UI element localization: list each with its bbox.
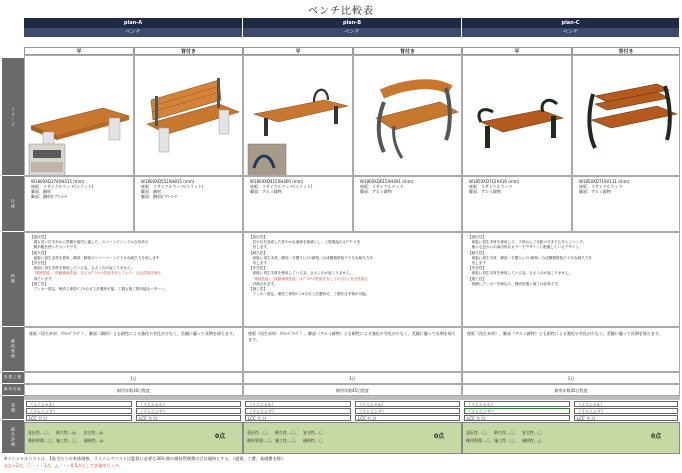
plan-b-header: plan-B [243,18,462,28]
running-a1: （ランニング） [26,408,132,414]
running-a2: （ランニング） [136,408,241,414]
plan-a-header: plan-A [24,18,243,28]
evaluation-a: 意匠性…〇、 耐久性…◎、 安全性…◎ 維持管理…〇、施工性…〇、 価格性…◎ 0点 [24,422,243,454]
initial-a2: （イニシャル） [136,401,241,407]
spec-c-flat: W1850XD712X416 (mm) 座板：リサイクルウッド 脚部：アルミ鋳物 [462,176,572,232]
spec-c-back: W1850XD719X111 (mm) 座板：リサイクルウッド 脚部：アルミ鋳物 [572,176,680,232]
price-divider [24,396,680,400]
maintenance-c: 座板（再生木材）、脚部（アルミ鋳物）とも耐性による強化や劣化が少なく、美観に優って長期を保ちます。 [462,327,680,372]
initial-b1: （イニシャル） [245,401,351,407]
features-a: 【意匠性】 書も見い佇ずれから景観や風村に適した、スマートでシンプルな形状の 腕木腰を使ったベンチです。 【耐久性】 座板に再生木材を使用、鋼部・脚部ポリマーコートで十分な耐久力を有します 【安全性】 座面に再生木材を使用している為、ささくれが起こりません。 「環境性能」「波動減衰性能」などはﾌﾟﾗｽﾁｯｸ性能を有しており、社会的高評価も 得ています。 【施工性】 アンカー固定。埋設工事型ﾊﾞｯﾌﾙも可工法選択可能。工期も施工期可能なパターン。 [24,232,243,327]
evaluation-c-total: 0点 [651,433,662,440]
spec-a-back: W1800XD551XH815 (mm) 座板：リサイクルウッド(スラット) 脚部：鋼材 脚部：鋼材ﾎﾟﾘﾏｰｺｰﾄ [134,176,243,232]
lcc-c1: LCC 合 計 [464,415,570,421]
type-b-flat: 平 [243,47,353,55]
type-b-back: 背付き [353,47,462,55]
lcc-a1: LCC 合 計 [26,415,132,421]
initial-a1: （イニシャル） [26,401,132,407]
spec-b-back: W1800XD615XH491 (mm) 座板：リサイクルウッド 脚部：アルミ鋳物 [353,176,462,232]
spec-a-flat: W1800XD374XH415 (mm) 座板：リサイクルウッド(スラット) 脚部：鋼材 脚部：鋼材ﾎﾟﾘﾏｰｺｰﾄ [24,176,134,232]
comparison-table [2,18,680,454]
type-a-flat: 平 [24,47,134,55]
row-label-construction: 設置工期 [2,372,24,384]
document-title: ベンチ比較表 [308,6,374,17]
row-label-durability: 維持性能 [2,384,24,396]
lcc-b1: LCC 合 計 [245,415,351,421]
row-label-spec: 仕様 [2,176,24,232]
footnote-scoring: ◎点＝2点、〇・・・1点、△・・・0.5点として評価を行った。 [4,463,124,468]
row-label-features: 特徴 [2,232,24,327]
maintenance-b: 座板（再生木材：ﾀｸﾙｰﾄﾞｱｯﾌﾟ）、脚部（アルミ鋳物）とも耐性による強化や劣化が少なく、美観に優って長期を保ちます。 [243,327,462,372]
construction-a: 1日 [24,372,243,384]
lcc-c2: LCC 合 計 [574,415,678,421]
type-c-back: 背付き [572,47,680,55]
detail-photo-b [248,144,286,176]
bench-image-b-flat [243,55,353,176]
plan-c-header: plan-C [462,18,680,28]
evaluation-b: 意匠性…〇、 耐久性…〇、 安全性…〇 維持管理…〇、施工性…〇、 価格性…〇 0点 [243,422,462,454]
row-label-maintenance: 維持管理 [2,327,24,372]
type-a-back: 背付き [134,47,243,55]
plan-a-subheader: ベンチ [24,28,243,37]
initial-c1: （イニシャル） [464,401,570,407]
features-b: 【意匠性】 柱や石を造成した柱やかな曲線を基調とし、上質感溢れるﾃﾞｻﾞｲﾝを 有します。 【耐久性】 座板に再生木材、脚部・手摺りにｱﾙﾐ鋳物／合成樹脂塗装で十分な耐久力を 有します 【安全性】 座板に再生木材を使用している為、ささくれが起こりません。 「環境性能」「波動減衰性能」はﾌﾟﾗｽﾁｯｸ性能を有して2日目に荘大性能も 評価されます。 【施工性】 アンカー固定。埋設工事型ﾊﾞｯﾌﾙも可工法選択可。工期を含ず事が可能。 [243,232,462,327]
running-b1: （ランニング） [245,408,351,414]
row-label-evaluation: 総合評価 [2,420,24,454]
evaluation-a-total: 0点 [215,433,226,440]
initial-c2: （イニシャル） [574,401,678,407]
lcc-b2: LCC 合 計 [355,415,460,421]
initial-b2: （イニシャル） [355,401,460,407]
bench-image-c-back [572,55,680,176]
evaluation-c: 意匠性…〇、 耐久性…〇、 安全性…〇 維持管理…〇、施工性…〇、 価格性…△ 0点 [462,422,680,454]
bench-image-a-back [134,55,243,176]
durability-c: 耐用年数45日程度 [462,384,680,396]
bench-image-a-flat [24,55,134,176]
construction-c: 1日 [462,372,680,384]
durability-a: 耐用年数10日程度 [24,384,243,396]
type-c-flat: 平 [462,47,572,55]
plan-c-subheader: ベンチ [462,28,680,37]
construction-b: 1日 [243,372,462,384]
detail-photo-a [29,144,65,176]
row-label-price: 金額 [2,396,24,420]
spec-b-flat: W1800XD415XH400 (mm) 座板：リサイクルウッド(スラット) 脚部：アルミ鋳物 [243,176,353,232]
durability-b: 耐用年数45日程度 [243,384,462,396]
bench-image-b-back [353,55,462,176]
running-b2: （ランニング） [355,408,460,414]
row-label-image: イメージ [2,58,24,176]
running-c1: （ランニング） [464,408,570,414]
running-c2: （ランニング） [574,408,678,414]
bench-image-c-flat [462,55,572,176]
plan-b-subheader: ベンチ [243,28,462,37]
row-label-column [2,18,24,454]
footnote-cost: ※イニシャルコストは、1基当たりの本体価格、ランニングコストは監督に必要な30年間の維持管理費の合計価格とする。（通貨、工費、基礎費を除） [4,456,286,461]
lcc-a2: LCC 合 計 [136,415,241,421]
features-c: 【意匠性】 座板に再生木材を使用して、子供からご年配の方まで心安らぐベンチ。 様々な色からの演出的なカラーでデザインに配慮しているデザイン。 【耐久性】 座板に再生木材、脚部・手摺りにｱﾙﾐ鋳物／合成樹脂塗装で十分な耐久力を 有します 【安全性】 座板に再生木材を使用している為、ささくれが起こりません。 【施工性】 基礎にアンカーを埋込み、埋設設置と施工は容易です。 [462,232,680,327]
evaluation-b-total: 0点 [434,433,445,440]
maintenance-a: 座板（再生木材：ﾀｸﾙｰﾄﾞｱｯﾌﾟ）、脚部（鋼材）とも耐性による強化や劣化が少なく、美観に優って長期を保ちます。 [24,327,243,372]
